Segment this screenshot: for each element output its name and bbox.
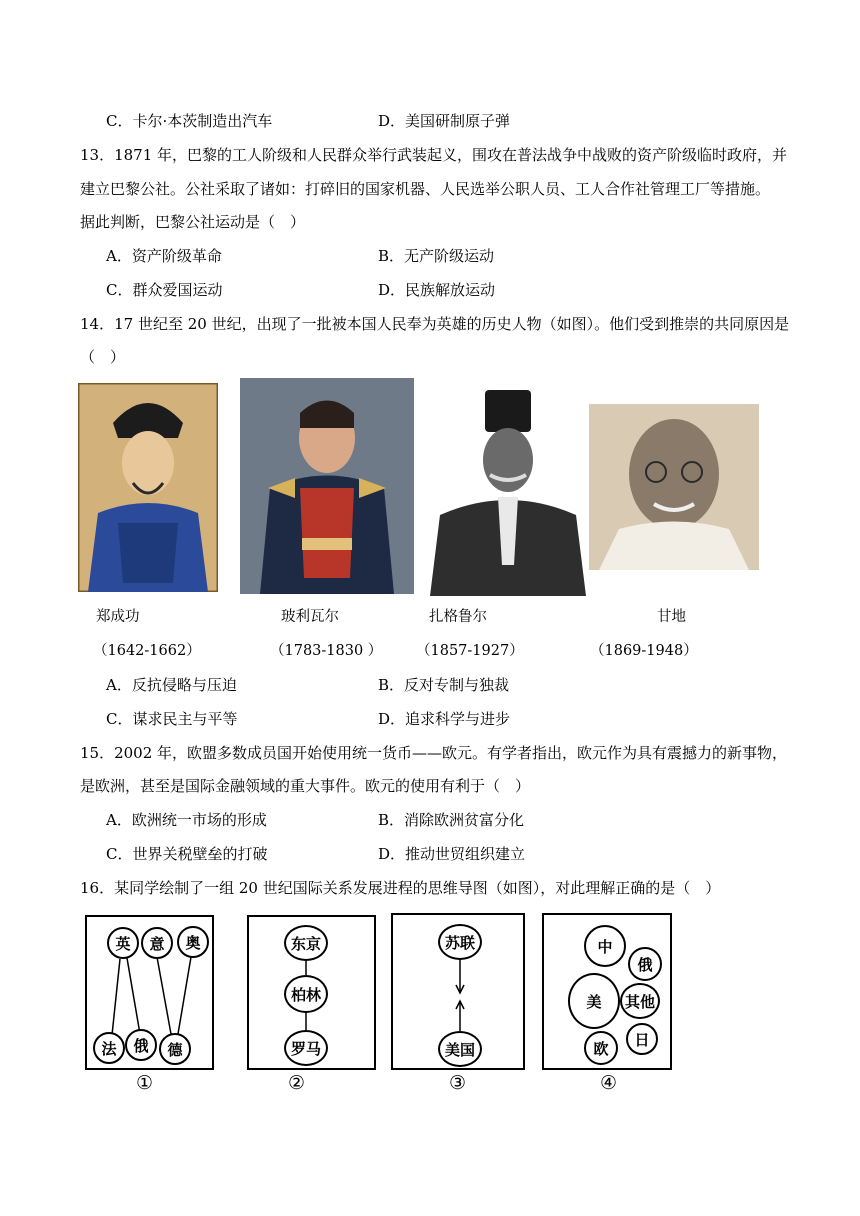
- q13-option-d: D．民族解放运动: [378, 281, 496, 299]
- q14-option-b: B．反对专制与独裁: [378, 676, 510, 694]
- q12-option-c: C．卡尔·本茨制造出汽车: [106, 112, 273, 130]
- mind-map-4: [542, 913, 672, 1070]
- q14-option-c: C．谋求民主与平等: [106, 710, 238, 728]
- mind-map-2: [247, 915, 376, 1070]
- mind-map-2-label: ②: [288, 1072, 306, 1094]
- figure-years-2: （1783-1830 ）: [270, 643, 383, 659]
- figure-name-2: 玻利瓦尔: [281, 609, 339, 625]
- node-russia-2: 俄: [628, 947, 662, 981]
- q14-option-a: A．反抗侵略与压迫: [106, 676, 237, 694]
- node-rome: 罗马: [284, 1030, 328, 1066]
- figure-name-4: 甘地: [657, 609, 686, 625]
- portrait-gandhi: [589, 404, 759, 570]
- portrait-bolivar: [240, 378, 414, 594]
- q13-option-b: B．无产阶级运动: [378, 247, 495, 265]
- figure-years-3: （1857-1927）: [416, 643, 524, 659]
- q13-stem-line-1: 13．1871 年，巴黎的工人阶级和人民群众举行武装起义，围攻在普法战争中战败的资产阶级临时政府，并: [80, 146, 788, 164]
- node-berlin: 柏林: [284, 975, 328, 1013]
- node-china: 中: [584, 925, 626, 967]
- q15-option-d: D．推动世贸组织建立: [378, 845, 526, 863]
- q16-stem-line-1: 16．某同学绘制了一组 20 世纪国际关系发展进程的思维导图（如图），对此理解正确的是（ ）: [80, 879, 721, 897]
- portrait-zheng-chenggong: [78, 383, 218, 592]
- node-tokyo: 东京: [284, 925, 328, 961]
- node-europe: 欧: [584, 1031, 618, 1065]
- portrait-zaghloul: [430, 385, 586, 596]
- q15-option-c: C．世界关税壁垒的打破: [106, 845, 268, 863]
- node-usa: 美国: [438, 1031, 482, 1067]
- q14-stem-line-1: 14．17 世纪至 20 世纪，出现了一批被本国人民奉为英雄的历史人物（如图）。他们受到推崇的共同原因是: [80, 315, 790, 333]
- q12-option-d: D．美国研制原子弹: [378, 112, 511, 130]
- q13-stem-line-2: 建立巴黎公社。公社采取了诸如：打碎旧的国家机器、人民选举公职人员、工人合作社管理工厂等措施。: [80, 180, 771, 198]
- node-britain: 英: [107, 927, 139, 959]
- node-italy: 意: [141, 927, 173, 959]
- node-russia: 俄: [125, 1029, 157, 1061]
- q14-stem-line-2: （ ）: [80, 348, 126, 366]
- q14-option-d: D．追求科学与进步: [378, 710, 511, 728]
- node-france: 法: [93, 1032, 125, 1064]
- mind-map-1-label: ①: [136, 1072, 154, 1094]
- node-austria: 奥: [177, 926, 209, 958]
- q15-option-b: B．消除欧洲贫富分化: [378, 811, 525, 829]
- q15-stem-line-2: 是欧洲，甚至是国际金融领域的重大事件。欧元的使用有利于（ ）: [80, 777, 531, 795]
- mind-map-1: [85, 915, 214, 1070]
- q13-stem-line-3: 据此判断，巴黎公社运动是（ ）: [80, 213, 306, 231]
- figure-name-3: 扎格鲁尔: [429, 609, 487, 625]
- mind-map-3: [391, 913, 525, 1070]
- figure-name-1: 郑成功: [96, 609, 140, 625]
- node-soviet-union: 苏联: [438, 924, 482, 960]
- mind-map-4-label: ④: [600, 1072, 618, 1094]
- node-germany: 德: [159, 1033, 191, 1065]
- node-others: 其他: [620, 983, 660, 1019]
- mind-map-3-label: ③: [449, 1072, 467, 1094]
- figure-years-1: （1642-1662）: [93, 643, 201, 659]
- node-america: 美: [568, 973, 620, 1029]
- figure-years-4: （1869-1948）: [590, 643, 698, 659]
- q13-option-a: A．资产阶级革命: [106, 247, 222, 265]
- node-japan: 日: [626, 1023, 658, 1055]
- q15-option-a: A．欧洲统一市场的形成: [106, 811, 267, 829]
- q13-option-c: C．群众爱国运动: [106, 281, 223, 299]
- q15-stem-line-1: 15．2002 年，欧盟多数成员国开始使用统一货币——欧元。有学者指出，欧元作为具有震撼力的新事物，: [80, 744, 788, 762]
